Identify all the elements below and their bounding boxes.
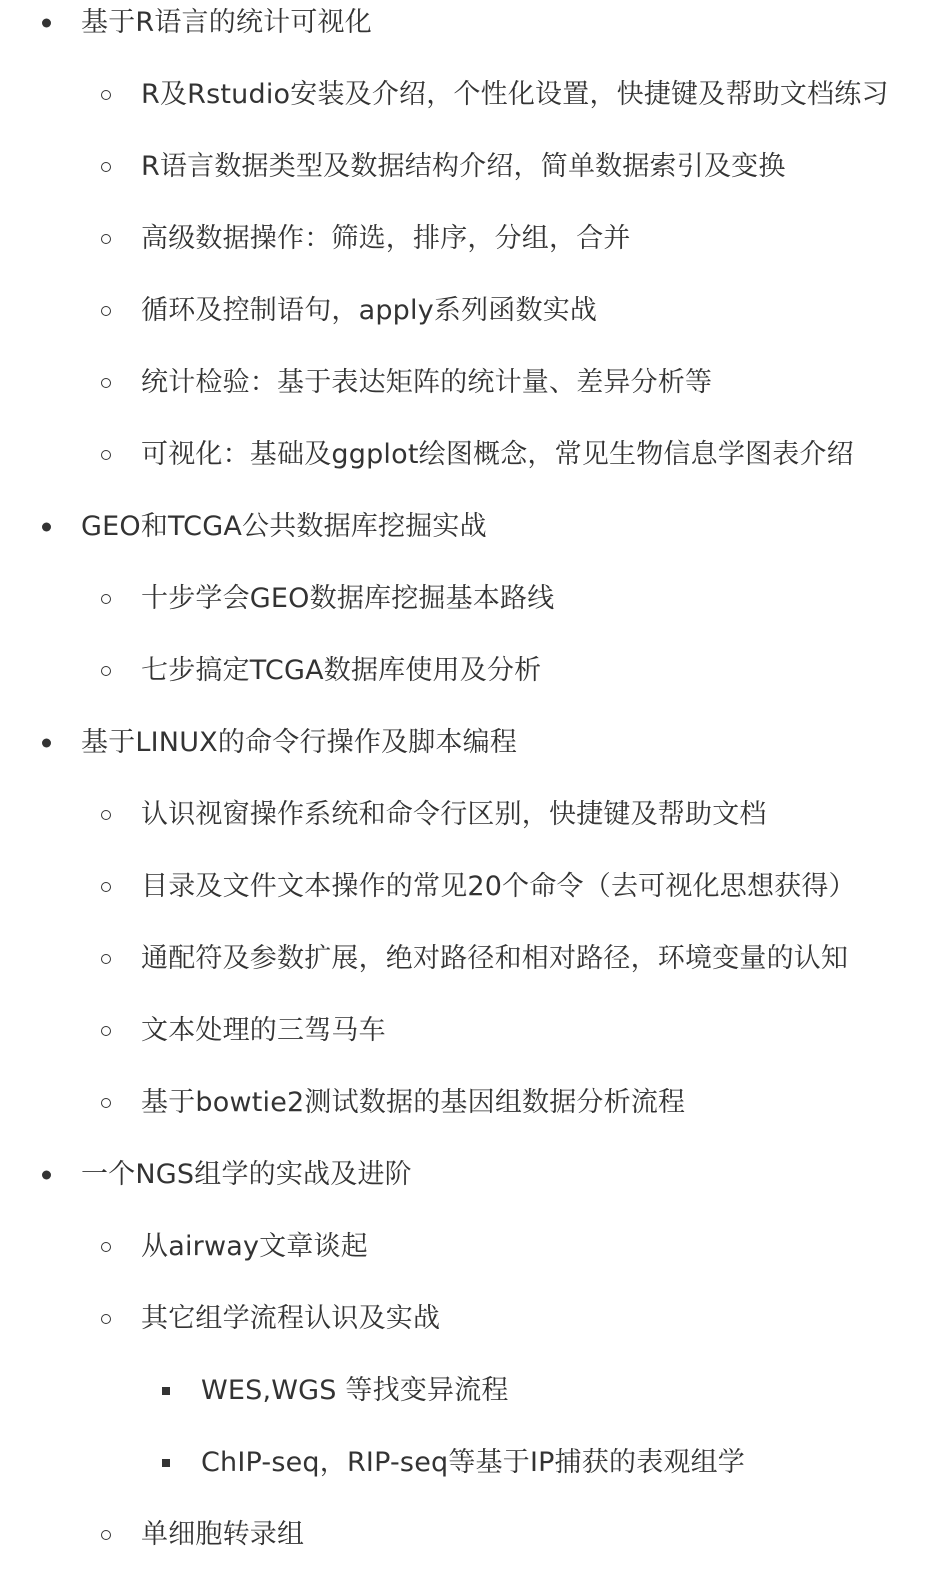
list-item-text: 目录及文件文本操作的常见20个命令（去可视化思想获得） bbox=[141, 871, 856, 902]
bullet-circle-icon bbox=[101, 882, 111, 892]
bullet-disc-icon bbox=[42, 739, 51, 748]
list-item-text: 十步学会GEO数据库挖掘基本路线 bbox=[141, 583, 555, 614]
bullet-circle-icon bbox=[101, 666, 111, 676]
list-item-text: ChIP-seq，RIP-seq等基于IP捕获的表观组学 bbox=[201, 1447, 745, 1478]
bullet-circle-icon bbox=[101, 1026, 111, 1036]
list-item-text: 文本处理的三驾马车 bbox=[141, 1015, 386, 1046]
bullet-circle-icon bbox=[101, 162, 111, 172]
bullet-disc-icon bbox=[42, 19, 51, 28]
bullet-circle-icon bbox=[101, 1530, 111, 1540]
list-item-text: 其它组学流程认识及实战 bbox=[141, 1303, 441, 1334]
bullet-square-icon bbox=[162, 1459, 170, 1467]
bullet-disc-icon bbox=[42, 1171, 51, 1180]
list-item-text: R及Rstudio安装及介绍，个性化设置，快捷键及帮助文档练习 bbox=[141, 79, 889, 110]
bullet-circle-icon bbox=[101, 1242, 111, 1252]
list-item-text: 循环及控制语句，apply系列函数实战 bbox=[141, 295, 598, 326]
list-item-text: 单细胞转录组 bbox=[141, 1519, 305, 1550]
bullet-circle-icon bbox=[101, 1098, 111, 1108]
bullet-circle-icon bbox=[101, 90, 111, 100]
list-item-text: 从airway文章谈起 bbox=[141, 1231, 368, 1262]
list-item-text: 一个NGS组学的实战及进阶 bbox=[81, 1159, 412, 1190]
bullet-circle-icon bbox=[101, 378, 111, 388]
list-item-text: 基于LINUX的命令行操作及脚本编程 bbox=[81, 727, 518, 758]
bullet-square-icon bbox=[162, 1387, 170, 1395]
bullet-circle-icon bbox=[101, 810, 111, 820]
list-item-text: 统计检验：基于表达矩阵的统计量、差异分析等 bbox=[141, 367, 713, 398]
list-item-text: 基于bowtie2测试数据的基因组数据分析流程 bbox=[141, 1087, 686, 1118]
bullet-disc-icon bbox=[42, 523, 51, 532]
list-item-text: 通配符及参数扩展，绝对路径和相对路径，环境变量的认知 bbox=[141, 943, 849, 974]
list-item-text: 认识视窗操作系统和命令行区别，快捷键及帮助文档 bbox=[141, 799, 767, 830]
list-item-text: WES,WGS 等找变异流程 bbox=[201, 1375, 509, 1406]
list-item-text: 七步搞定TCGA数据库使用及分析 bbox=[141, 655, 542, 686]
list-item-text: 基于R语言的统计可视化 bbox=[81, 7, 372, 38]
bullet-circle-icon bbox=[101, 450, 111, 460]
list-item-text: 可视化：基础及ggplot绘图概念，常见生物信息学图表介绍 bbox=[141, 439, 854, 470]
list-item-text: GEO和TCGA公共数据库挖掘实战 bbox=[81, 511, 487, 542]
list-item-text: 高级数据操作：筛选，排序，分组，合并 bbox=[141, 223, 631, 254]
bullet-circle-icon bbox=[101, 234, 111, 244]
bullet-circle-icon bbox=[101, 306, 111, 316]
bullet-circle-icon bbox=[101, 1314, 111, 1324]
list-item-text: R语言数据类型及数据结构介绍，简单数据索引及变换 bbox=[141, 151, 786, 182]
bullet-circle-icon bbox=[101, 594, 111, 604]
bullet-circle-icon bbox=[101, 954, 111, 964]
